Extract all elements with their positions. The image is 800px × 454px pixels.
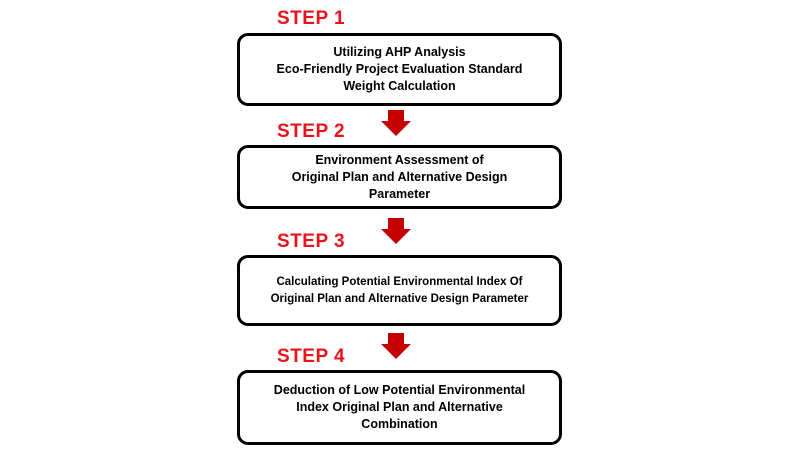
step-2-line-2: Original Plan and Alternative Design [291,169,508,184]
step-4-box [237,370,562,445]
step-2-line-1: Environment Assessment of [315,152,484,167]
step-3-label: STEP 3 [277,231,346,252]
step-1-line-2: Eco-Friendly Project Evaluation Standard [276,62,523,76]
step-4-label: STEP 4 [277,346,346,367]
step-3-line-1: Calculating Potential Environmental Index Of [276,275,523,288]
step-2-label: STEP 2 [277,121,346,142]
step-4-line-2: Index Original Plan and Alternative [296,400,503,414]
down-arrow-icon [381,218,411,244]
step-4-line-1: Deduction of Low Potential Environmental [273,383,526,397]
step-3-box [237,255,562,326]
down-arrow-icon [381,333,411,359]
step-2-line-3: Parameter [368,186,431,201]
step-2-box [237,145,562,209]
step-1-line-3: Weight Calculation [343,79,456,93]
step-4-line-3: Combination [361,417,438,431]
step-3-line-2: Original Plan and Alternative Design Parameter [270,292,529,305]
step-1-line-1: Utilizing AHP Analysis [333,45,466,59]
step-1-label: STEP 1 [277,8,346,29]
down-arrow-icon [381,110,411,136]
step-1-box [237,33,562,106]
